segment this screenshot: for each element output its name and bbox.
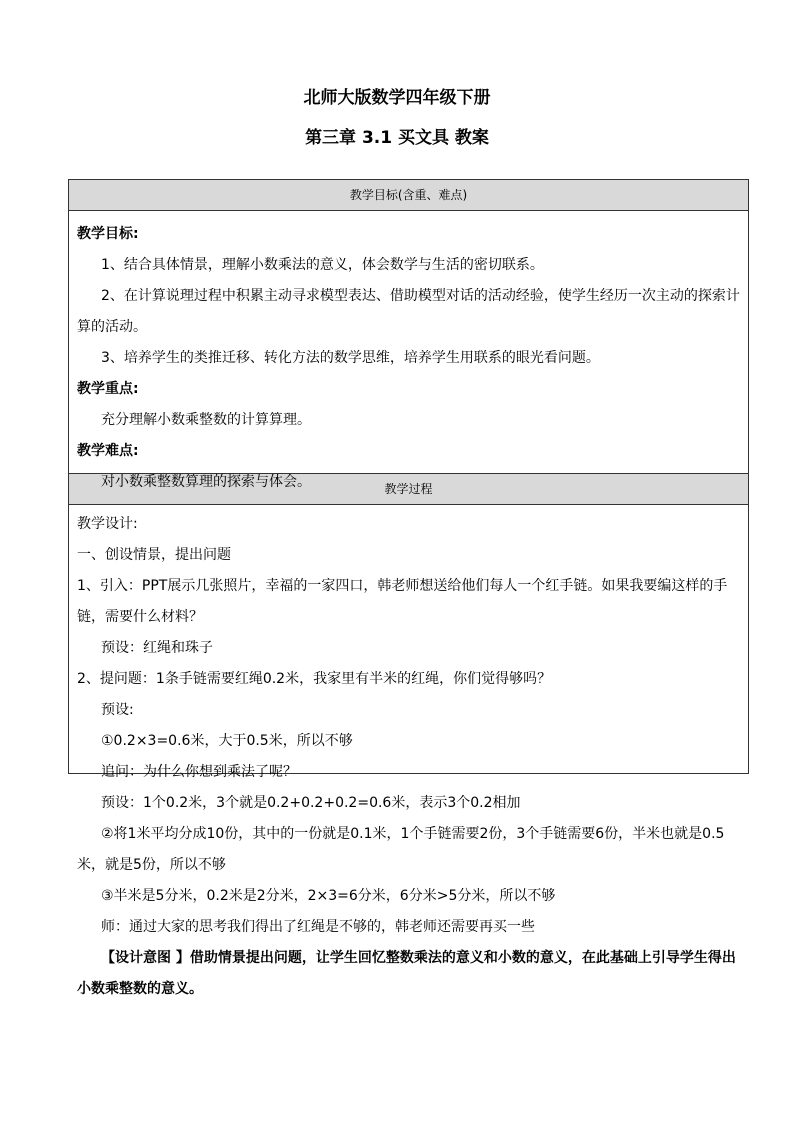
- goal-item: 1、结合具体情景，理解小数乘法的意义，体会数学与生活的密切联系。: [101, 257, 544, 273]
- difficulty-text: 对小数乘整数算理的探索与体会。: [101, 474, 311, 490]
- design-label: 教学设计:: [77, 516, 138, 532]
- document-subtitle: 第三章 3.1 买文具 教案: [305, 128, 489, 148]
- process-cell: [69, 505, 748, 997]
- answer-text: ①0.2×3=0.6米，大于0.5米，所以不够: [101, 733, 353, 749]
- preset-label: 预设:: [101, 702, 134, 718]
- key-point-label: 教学重点:: [77, 381, 139, 397]
- lesson-plan-table: [68, 179, 749, 997]
- part-heading: 一、创设情景，提出问题: [77, 547, 231, 563]
- goals-label: 教学目标:: [77, 226, 139, 242]
- goal-item: 3、培养学生的类推迁移、转化方法的数学思维，培养学生用联系的眼光看问题。: [101, 350, 600, 366]
- followup-question: 追问：为什么你想到乘法了呢？: [101, 764, 297, 780]
- section-header-process: 教学过程: [69, 473, 748, 505]
- teacher-remark: 师：通过大家的思考我们得出了红绳是不够的，韩老师还需要再买一些: [101, 919, 535, 935]
- key-point-text: 充分理解小数乘整数的计算算理。: [101, 412, 311, 428]
- section-header-goals: 教学目标(含重、难点): [69, 180, 748, 211]
- document-title: 北师大版数学四年级下册: [303, 88, 491, 108]
- design-intent-note: 【设计意图 】借助情景提出问题，让学生回忆整数乘法的意义和小数的意义，在此基础上引导学生得出小数乘整数的意义。: [77, 950, 736, 997]
- preset-text: 预设：1个0.2米，3个就是0.2+0.2+0.2=0.6米，表示3个0.2相加: [101, 795, 521, 811]
- goal-item: 2、在计算说理过程中积累主动寻求模型表达、借助模型对话的活动经验，使学生经历一次主动的探索计算的活动。: [77, 288, 740, 335]
- difficulty-label: 教学难点:: [77, 443, 139, 459]
- step-text: 2、提问题：1条手链需要红绳0.2米，我家里有半米的红绳，你们觉得够吗？: [77, 671, 552, 687]
- step-text: 1、引入：PPT展示几张照片，幸福的一家四口，韩老师想送给他们每人一个红手链。如果我要编这样的手链，需要什么材料？: [77, 578, 728, 625]
- preset-text: 预设：红绳和珠子: [101, 640, 213, 656]
- answer-text: ③半米是5分米，0.2米是2分米，2×3=6分米，6分米>5分米，所以不够: [101, 888, 556, 904]
- answer-text: ②将1米平均分成10份，其中的一份就是0.1米，1个手链需要2份，3个手链需要6份，半米也就是0.5米，就是5份，所以不够: [77, 826, 725, 873]
